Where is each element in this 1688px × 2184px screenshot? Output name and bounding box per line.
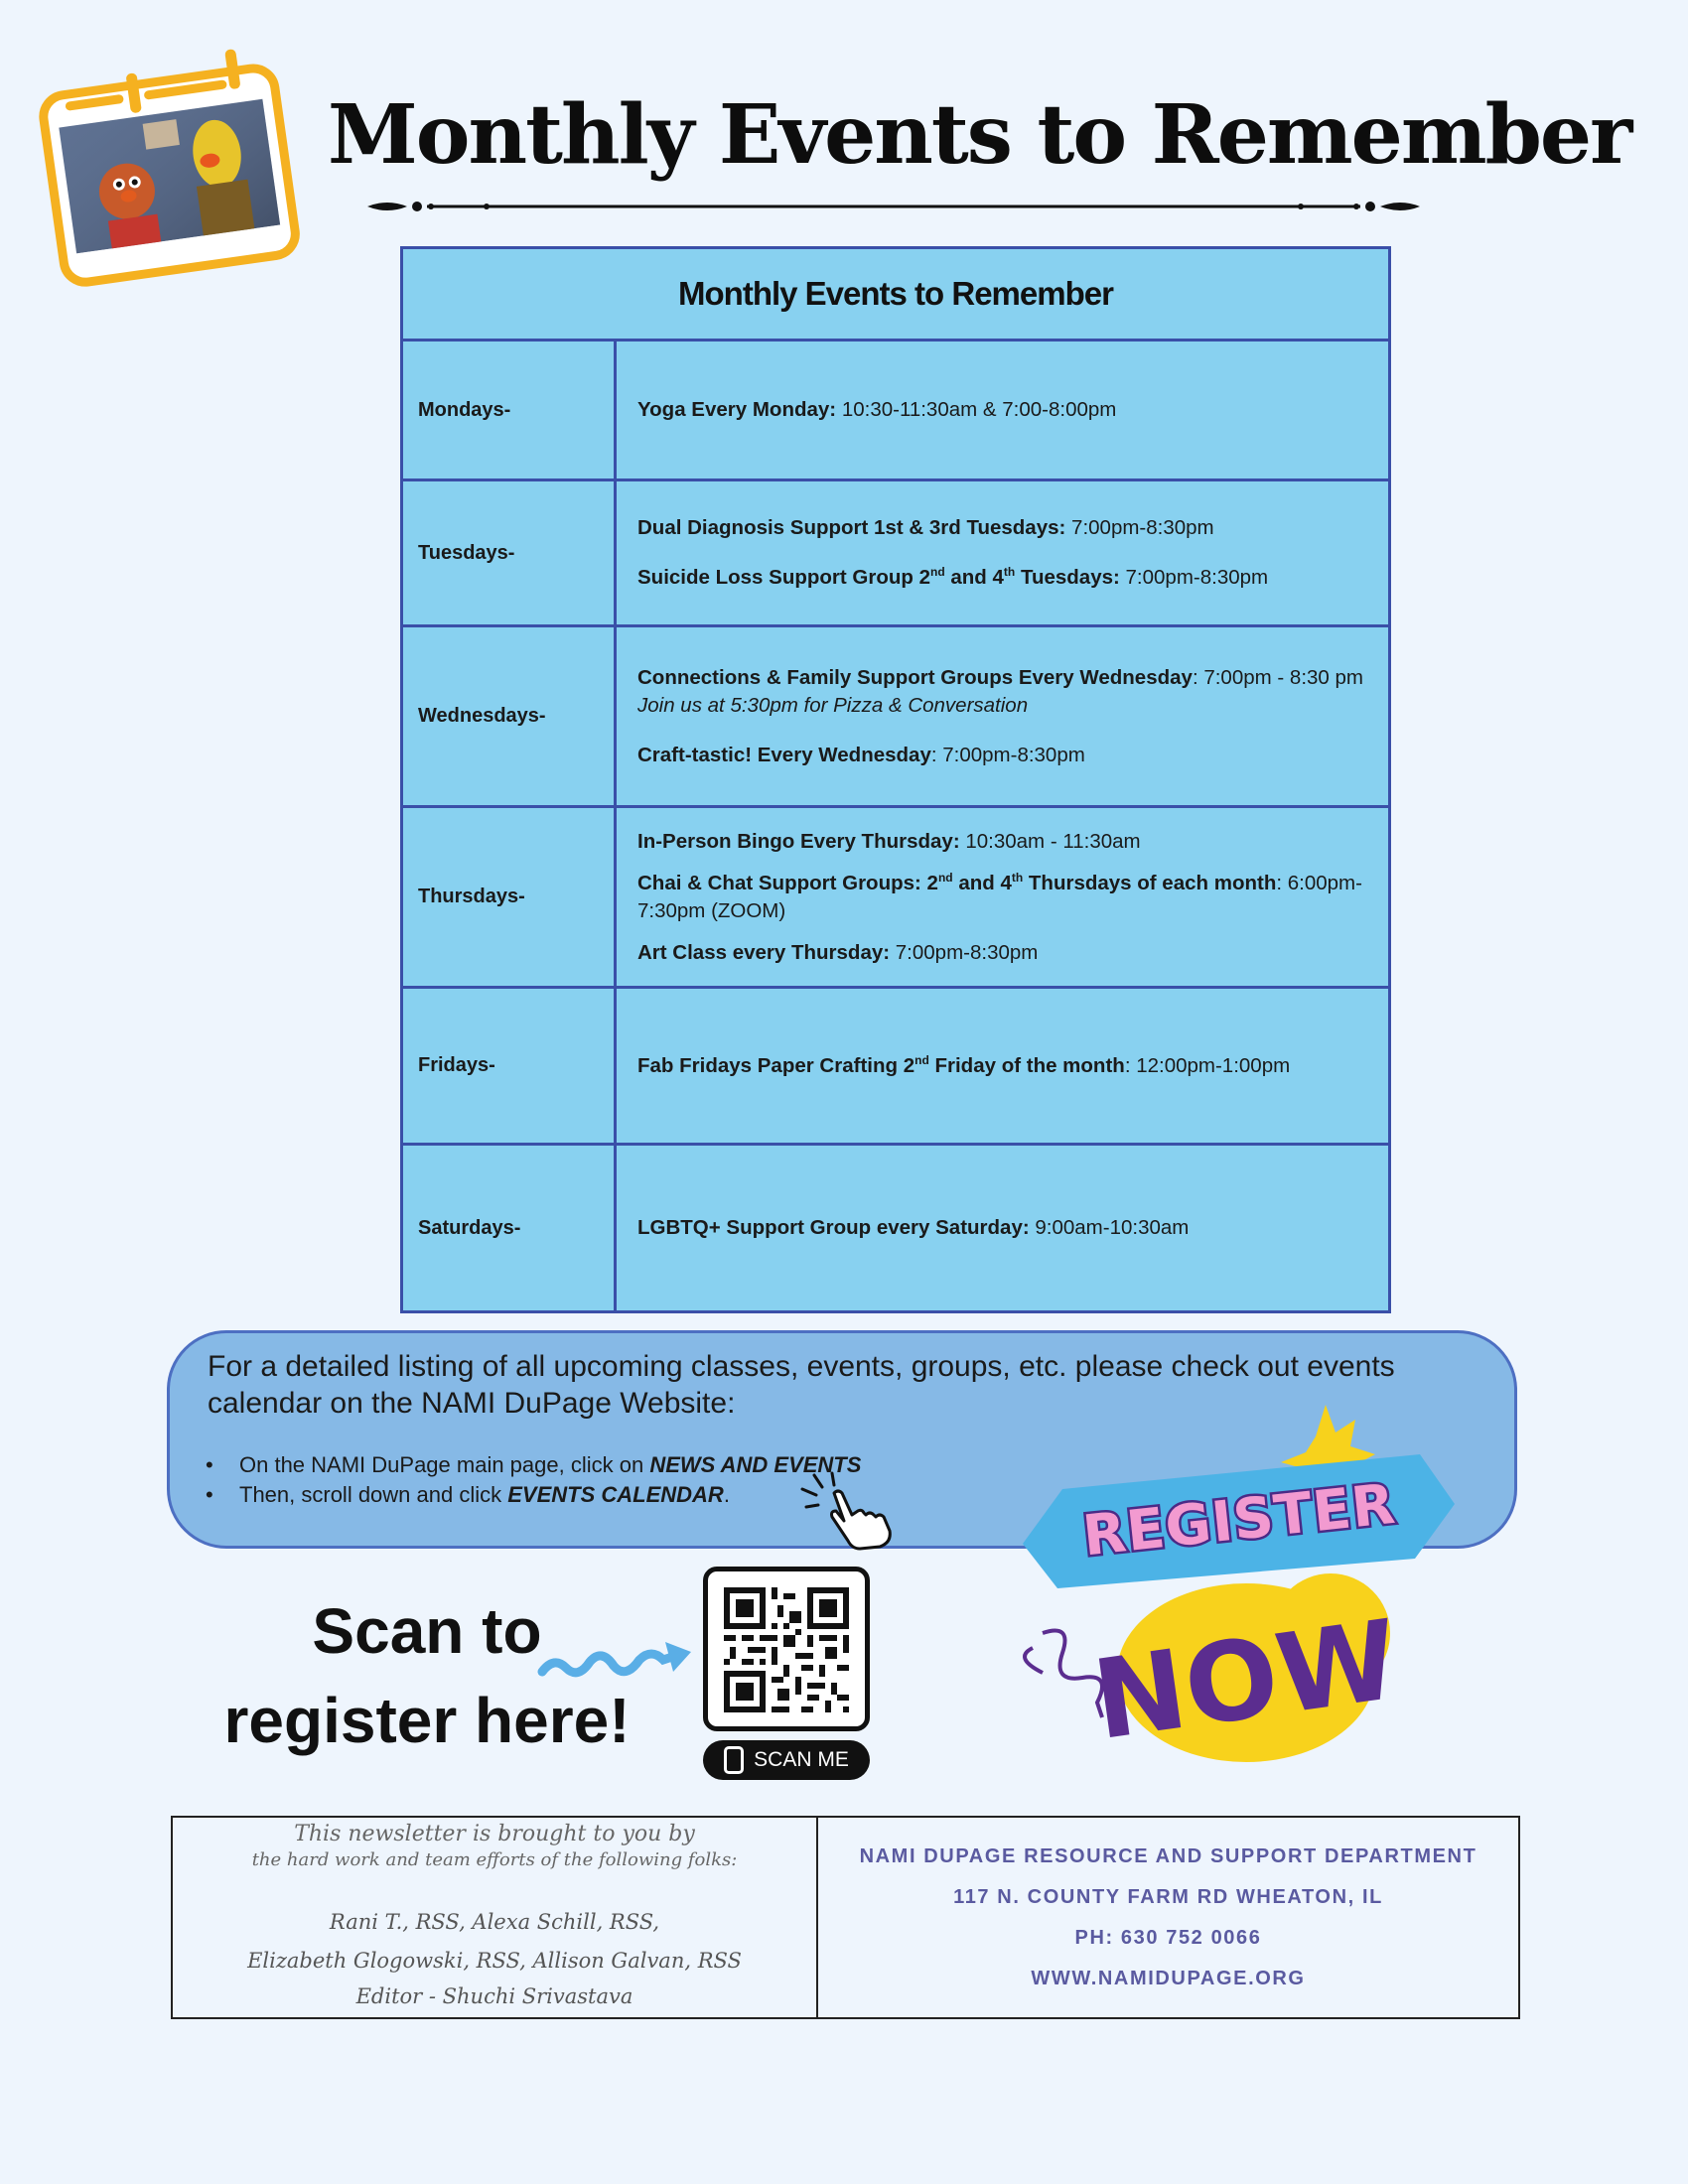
day-label: Thursdays- xyxy=(403,808,617,986)
credit-intro-2: the hard work and team efforts of the following folks: xyxy=(251,1849,738,1870)
info-list xyxy=(239,1450,861,1510)
scan-line-2: register here! xyxy=(223,1685,631,1756)
credits-panel xyxy=(173,1818,818,2017)
register-now-sticker[interactable] xyxy=(1003,1385,1479,1782)
events-calendar-link: EVENTS CALENDAR xyxy=(507,1482,724,1507)
qr-code-icon[interactable] xyxy=(724,1587,849,1712)
table-row-saturday xyxy=(403,1146,1388,1310)
events-cell xyxy=(620,1146,1388,1310)
event-entry: Chai & Chat Support Groups: 2nd and 4th Thursdays of each month: 6:00pm-7:30pm (ZOOM) xyxy=(637,870,1362,922)
phone-icon xyxy=(724,1746,744,1774)
event-entry: Suicide Loss Support Group 2nd and 4th Tuesdays: 7:00pm-8:30pm xyxy=(637,565,1269,589)
events-cell xyxy=(620,341,1388,478)
squiggle-arrow-icon xyxy=(536,1628,695,1688)
events-cell xyxy=(620,989,1388,1143)
event-entry: Art Class every Thursday: 7:00pm-8:30pm xyxy=(637,940,1039,964)
credit-names xyxy=(173,1903,816,2012)
event-entry: Yoga Every Monday: 10:30-11:30am & 7:00-8:00pm xyxy=(637,398,1117,421)
editor-line: Editor - Shuchi Srivastava xyxy=(355,1984,633,2008)
events-cell xyxy=(620,627,1388,805)
table-row-friday xyxy=(403,989,1388,1146)
day-label: Saturdays- xyxy=(403,1146,617,1310)
phone-number[interactable]: PH: 630 752 0066 xyxy=(1074,1926,1262,1949)
event-entry: In-Person Bingo Every Thursday: 10:30am - 11:30am xyxy=(637,829,1141,853)
department-name: NAMI DUPAGE RESOURCE AND SUPPORT DEPARTMENT xyxy=(859,1844,1477,1867)
credit-intro: This newsletter is brought to you by xyxy=(294,1822,695,1846)
names-line: Rani T., RSS, Alexa Schill, RSS, xyxy=(329,1910,660,1934)
list-item: • Then, scroll down and click EVENTS CALENDAR. xyxy=(239,1480,861,1510)
table-row-wednesday xyxy=(403,627,1388,808)
table-row-thursday xyxy=(403,808,1388,989)
website-link[interactable]: WWW.NAMIDUPAGE.ORG xyxy=(1031,1967,1306,1989)
day-label: Wednesdays- xyxy=(403,627,617,805)
calendar-icon xyxy=(30,42,303,295)
events-cell xyxy=(620,481,1388,624)
news-and-events-link: NEWS AND EVENTS xyxy=(649,1452,862,1477)
event-entry: Craft-tastic! Every Wednesday: 7:00pm-8:30pm xyxy=(637,743,1085,766)
events-cell xyxy=(620,808,1388,986)
event-entry: Dual Diagnosis Support 1st & 3rd Tuesdays: 7:00pm-8:30pm xyxy=(637,516,1214,539)
event-entry: Fab Fridays Paper Crafting 2nd Friday of the month: 12:00pm-1:00pm xyxy=(637,1052,1291,1077)
scan-line-1: Scan to xyxy=(312,1595,542,1667)
table-heading: Monthly Events to Remember xyxy=(403,249,1388,341)
ornamental-divider xyxy=(367,195,1420,218)
events-table xyxy=(400,246,1391,1313)
table-row-tuesday xyxy=(403,481,1388,627)
scan-me-text: SCAN ME xyxy=(754,1748,849,1771)
day-label: Mondays- xyxy=(403,341,617,478)
pointing-hand-icon xyxy=(794,1471,904,1551)
day-label: Fridays- xyxy=(403,989,617,1143)
event-entry: Connections & Family Support Groups Every Wednesday: 7:00pm - 8:30 pm Join us at 5:30pm for Pizza & Conversation xyxy=(637,665,1363,717)
names-line: Elizabeth Glogowski, RSS, Allison Galvan, RSS xyxy=(247,1949,742,1973)
register-word: REGISTER xyxy=(1079,1471,1399,1570)
page-title: Monthly Events to Remember xyxy=(328,87,1631,183)
address: 117 N. COUNTY FARM RD WHEATON, IL xyxy=(953,1885,1383,1908)
table-row-monday xyxy=(403,341,1388,481)
event-entry: LGBTQ+ Support Group every Saturday: 9:00am-10:30am xyxy=(637,1216,1190,1239)
day-label: Tuesdays- xyxy=(403,481,617,624)
list-item: • On the NAMI DuPage main page, click on NEWS AND EVENTS xyxy=(239,1450,861,1480)
info-text: For a detailed listing of all upcoming classes, events, groups, etc. please check out events calendar on the NAMI DuPage Website: xyxy=(208,1350,1395,1420)
qr-code-frame[interactable] xyxy=(703,1567,870,1731)
footer xyxy=(171,1816,1520,2019)
scan-me-label xyxy=(703,1740,870,1780)
contact-panel xyxy=(818,1818,1518,2017)
now-word: NOW xyxy=(1085,1595,1406,1765)
